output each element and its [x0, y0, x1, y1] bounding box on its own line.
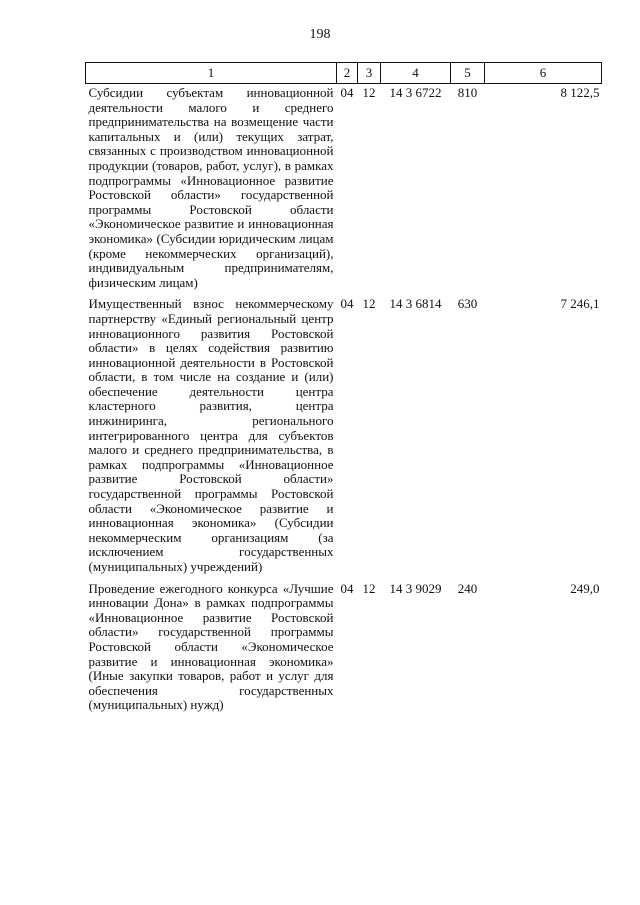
column-header: 1: [86, 63, 337, 84]
table-row: [86, 84, 602, 296]
row-expense-type-code: 810: [457, 85, 478, 100]
budget-table: [85, 62, 602, 718]
row-section-code: 04: [340, 580, 354, 596]
table-header-row: [86, 63, 602, 84]
row-target-article-code: 14 3 6722: [389, 85, 442, 100]
page-number: 198: [309, 27, 331, 42]
row-target-article-code: 14 3 9029: [389, 580, 442, 596]
row-expense-type-code: 240: [457, 580, 478, 596]
row-amount: 249,0: [570, 580, 600, 596]
column-header: 2: [337, 63, 358, 84]
row-amount: 8 122,5: [560, 85, 600, 100]
table-row: [86, 295, 602, 579]
table-row: [86, 580, 602, 718]
row-description: Субсидии субъектам инновационной деятельности малого и среднего предпринимательства на возмещение части капитальных и (или) текущих затрат, связанных с производством инновационной продукции (товаров, работ, услуг), в рамках подпрограммы «Инновационное развитие Ростовской области» государственной программы Ростовской области «Экономическое развитие и инновационная экономика» (Субсидии юридическим лицам (кроме некоммерческих организаций), индивидуальным предпринимателям, физическим лицам): [88, 85, 334, 290]
column-header: 5: [451, 63, 485, 84]
row-section-code: 04: [340, 296, 354, 312]
row-target-article-code: 14 3 6814: [389, 296, 442, 312]
row-subsection-code: 12: [362, 85, 376, 100]
row-expense-type-code: 630: [457, 296, 478, 312]
row-subsection-code: 12: [362, 296, 376, 312]
column-header: 6: [485, 63, 602, 84]
row-description: Имущественный взнос некоммерческому партнерству «Единый региональный центр инновационного развития Ростовской области» в целях содействия развитию инновационной деятельности в Ростовской области, в том числе на создание и (или) обеспечение деятельности центра кластерного развития, центра инжиниринга, регионального интегрированного центра для субъектов малого и среднего предпринимательства, в рамках подпрограммы «Инновационное развитие Ростовской области» государственной программы Ростовской области «Экономическое развитие и инновационная экономика» (Субсидии некоммерческим организациям (за исключением государственных (муниципальных) учреждений): [88, 296, 334, 574]
row-amount: 7 246,1: [560, 296, 600, 312]
row-subsection-code: 12: [362, 580, 376, 596]
column-header: 4: [381, 63, 451, 84]
row-description: Проведение ежегодного конкурса «Лучшие инновации Дона» в рамках подпрограммы «Инновационное развитие Ростовской области» государственной программы Ростовской области «Экономическое развитие и инновационная экономика» (Иные закупки товаров, работ и услуг для обеспечения государственных (муниципальных) нужд): [88, 580, 334, 713]
row-section-code: 04: [340, 85, 354, 100]
column-header: 3: [358, 63, 381, 84]
